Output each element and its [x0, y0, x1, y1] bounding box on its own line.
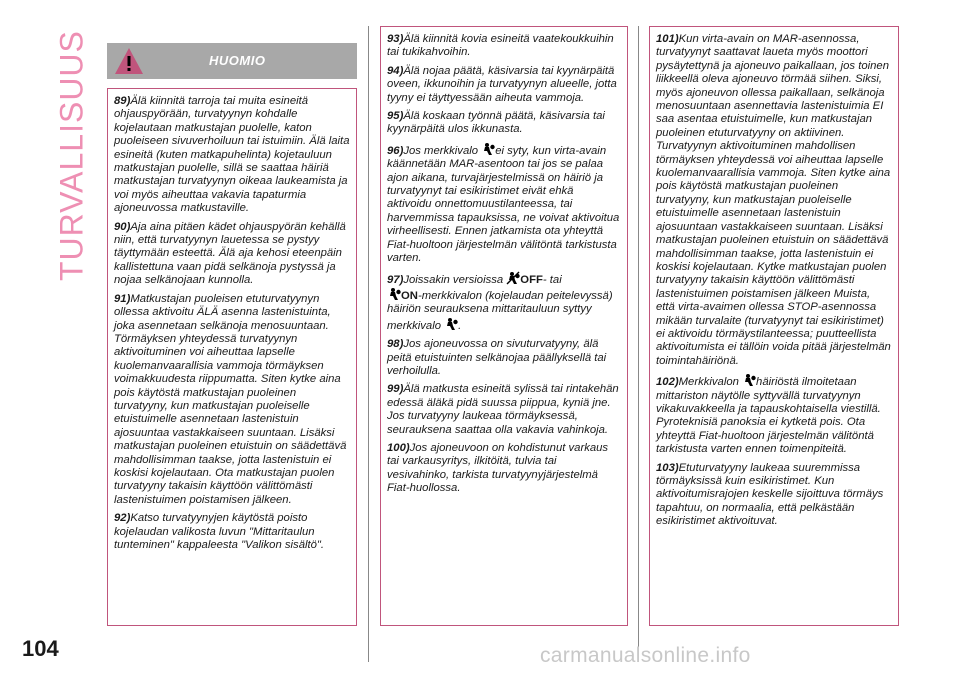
passenger-airbag-on-icon [387, 287, 401, 301]
note-94: 94)Älä nojaa päätä, käsivarsia tai kyynärpäitä oveen, ikkunoihin ja turvatyynyn alueelle, jotta tyyny ei täyttyessään aiheuta vammoja. [387, 64, 617, 104]
note-95: 95)Älä koskaan työnnä päätä, käsivarsia tai kyynärpäitä ulos ikkunasta. [387, 110, 605, 136]
note-91: 91)Matkustajan puoleisen etuturvatyynyn ollessa aktivoitu ÄLÄ asenna lastenistuinta, joka asennetaan selkänoja menosuuntaan. Törmäyksen yhteydessä turvatyynyn aktivoituminen voi aiheuttaa lapselle kuolemanvaarallisia vammoja törmäyksen voimakkuudesta riippumatta. Siten kytke aina pois käytöstä matkustajan puoleinen turvatyyny, kun matkustajan puoleiselle etuistuimelle asennetaan lastenistuin ajosuuntaa vastakkaiseen suuntaan. Lisäksi matkustajan puoleinen etuistuin on säädettävä mahdollisimman taakse, jotta lastenistuin ei koskisi kojelautaan. Ota matkustajan puolen turvatyyny takaisin käyttöön välittömästi lastenistuimen poistamisen jälkeen. [114, 292, 347, 506]
warning-box-column-2 [380, 26, 628, 626]
column-divider [368, 26, 369, 662]
note-103: 103)Etuturvatyyny laukeaa suuremmissa törmäyksissä kuin esikiristimet. Kun aktivoitumisrajojen keskelle sijoittuva törmäys tapahtuu, on normaalia, että pelkästään esikiristimet aktivoituvat. [656, 461, 884, 528]
airbag-warning-icon [444, 317, 458, 331]
note-97: 97)Joissakin versioissa OFF- tai ON-merkkivalon (kojelaudan peitelevyssä) häiriön seurauksena mittaritauluun syttyy merkkivalo . [387, 271, 621, 334]
watermark: carmanualsonline.info [540, 644, 751, 667]
airbag-warning-icon [742, 373, 756, 387]
warning-header [107, 43, 357, 79]
note-89: 89)Älä kiinnitä tarroja tai muita esineitä ohjauspyörään, turvatyynyn kohdalle kojelautaan matkustajan puolelle, katon puoleiseen sivuverhoiluun tai istuimiin. Älä laita esineitä (kuten matkapuhelinta) kojetauluun matkustajan puolelle, sillä se saattaa häiriä matkustajan turvatyynyn oikeaa laukeamista ja voi myös aiheuttaa vakavia tapaturmia ajoneuvossa matkustaville. [114, 95, 350, 215]
warning-box-column-3 [649, 26, 899, 626]
note-100: 100)Jos ajoneuvoon on kohdistunut varkaus tai varkausyritys, ilkitöitä, tulvia tai vesivahinko, tarkista turvatyynyjärjestelmä Fiat-huollossa. [387, 441, 609, 495]
passenger-airbag-off-icon [506, 271, 520, 285]
column-divider [638, 26, 639, 662]
note-93: 93)Älä kiinnitä kovia esineitä vaatekoukkuihin tai tukikahvoihin. [387, 33, 614, 59]
note-101: 101)Kun virta-avain on MAR-asennossa, turvatyynyt saattavat laueta myös moottori pysäytettynä ja ajoneuvo paikallaan, jos toinen liikkeellä oleva ajoneuvo törmää siihen. Siksi, myös ajoneuvon ollessa paikallaan, selkänoja menosuuntaan asennettavia lastenistuimia EI saa asentaa etuistuimelle, kun matkustajan puoleinen etuturvatyyny on aktiivinen. Turvatyynyn aktivoituminen mahdollisen törmäyksen yhteydessä voi aiheuttaa lapselle kuolemanvaarallisia vammoja. Siten kytke aina pois käytöstä matkustajan puoleinen turvatyyny, kun matkustajan puoleiselle etuistuimelle asennetaan lastenistuin ajosuuntaan vastakkaiseen suuntaan. Lisäksi matkustajan puoleinen etuistuin on säädettävä mahdollisimman taakse, jotta lastenistuin ei koskisi kojelautaan. Kytke matkustajan puolen turvatyyny takaisin käyttöön välittömästi lastenistuimen poistamisen jälkeen Muista, että virta-avaimen ollessa STOP-asennossa mikään turvalaite (turvatyynyt tai esikiristimet) ei aktivoidu törmäystilanteessa; puutteellista aktivoitumista ei tällöin voida pitää järjestelmän toimintahäiriönä. [656, 33, 891, 367]
warning-box-column-1 [107, 88, 357, 626]
warning-title: HUOMIO [209, 53, 266, 68]
note-102: 102)Merkkivalon häiriöstä ilmoitetaan mittariston näytölle syttyvällä turvatyynyn vikakuvakkeella ja tapauskohtaisella viestillä. Pyroteknisiä panoksia ei kytketä pois. Ota yhteyttä Fiat-huoltoon järjestelmän välitöntä tarkistusta varten ennen toimenpiteitä. [656, 373, 892, 456]
note-98: 98)Jos ajoneuvossa on sivuturvatyyny, älä peitä etuistuinten selkänojaa päällyksellä tai verhoilulla. [387, 338, 607, 377]
section-title: TURVALLISUUS [53, 30, 90, 281]
note-92: 92)Katso turvatyynyjen käytöstä poisto kojelaudan valikosta luvun "Mittaritaulun tunteminen" kappaleesta "Valikon sisältö". [114, 512, 325, 551]
note-99: 99)Älä matkusta esineitä sylissä tai rintakehän edessä äläkä pidä suussa piippua, kyniä jne. Jos turvatyyny laukeaa törmäyksessä, seurauksena saattaa olla vakavia vahinkoja. [387, 383, 619, 436]
note-96: 96)Jos merkkivalo ei syty, kun virta-avain käännetään MAR-asentoon tai jos se palaa ajon aikana, turvajärjestelmissä on häiriö ja turvatyynyt tai esikiristimet eivät ehkä aktivoidu onnettomuustilanteessa, tai harvemmissa tapauksissa, ne voivat aktivoitua virheellisesti. Ennen jatkamista ota yhteyttä Fiat-huoltoon järjestelmän välitöntä tarkistusta varten. [387, 142, 621, 266]
note-90: 90)Aja aina pitäen kädet ohjauspyörän kehällä niin, että turvatyynyn lauetessa se pystyy täyttymään esteettä. Älä aja kehosi eteenpäin kallistettuna vaan pidä selkänoja pystyssä ja nojaa selkänojaan kunnolla. [114, 220, 346, 287]
page-number: 104 [22, 636, 59, 661]
airbag-warning-icon [481, 142, 495, 156]
warning-triangle-icon [113, 45, 145, 77]
